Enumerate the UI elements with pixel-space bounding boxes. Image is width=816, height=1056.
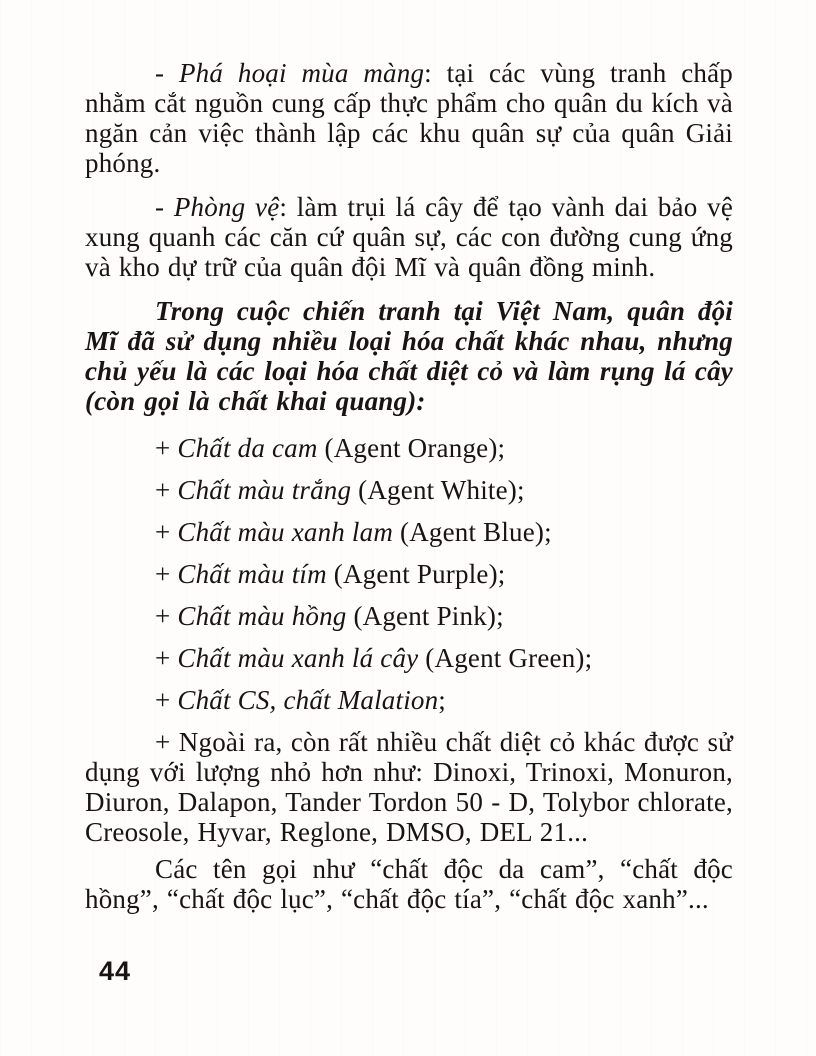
list-item-english-name: (Agent Pink);	[346, 601, 504, 631]
list-item-agent-pink	[85, 595, 733, 637]
paragraph-common-names: Các tên gọi như “chất độc da cam”, “chất độc hồng”, “chất độc lục”, “chất độc tía”, “chất độc xanh”...	[85, 854, 733, 914]
list-item-english-name: (Agent Blue);	[393, 517, 552, 547]
list-item-english-name: (Agent Purple);	[326, 559, 506, 589]
list-item-name: Chất da cam	[177, 433, 318, 463]
list-item-name: Chất màu xanh lá cây	[177, 643, 419, 673]
list-item-plus-marker: +	[155, 517, 178, 547]
paragraph-italic-lead: - Phá hoại mùa màng	[155, 58, 425, 88]
chemical-agents-list	[85, 427, 733, 721]
list-item-name: Chất màu tím	[177, 559, 327, 589]
paragraph-other-herbicides: + Ngoài ra, còn rất nhiều chất diệt cỏ khác được sử dụng với lượng nhỏ hơn như: Dinoxi, Trinoxi, Monuron, Diuron, Dalapon, Tander Tordon 50 - D, Tolybor chlorate, Creosole, Hyvar, Reglone, DMSO, DEL 21...	[85, 727, 733, 847]
list-item-plus-marker: +	[155, 559, 178, 589]
list-item-agent-orange	[85, 427, 733, 469]
list-item-agent-green	[85, 637, 733, 679]
page-content	[85, 58, 733, 914]
list-item-english-name: (Agent Green);	[418, 643, 593, 673]
list-item-name: Chất màu trắng	[177, 475, 352, 505]
list-item-plus-marker: +	[155, 475, 178, 505]
list-item-plus-marker: +	[155, 433, 178, 463]
list-item-name: Chất màu hồng	[177, 601, 347, 631]
list-item-punctuation: ;	[438, 685, 446, 715]
list-item-name: Chất CS, chất Malation	[177, 685, 439, 715]
list-item-english-name: (Agent White);	[351, 475, 525, 505]
list-item-plus-marker: +	[155, 643, 178, 673]
paragraph-body-text: : làm trụi lá cây để tạo vành dai bảo vệ xung quanh các căn cứ quân sự, các con đường cung ứng và kho dự trữ của quân đội Mĩ và quân đồng minh.	[85, 192, 734, 282]
list-item-agent-white	[85, 469, 733, 511]
paragraph-italic-lead: - Phòng vệ	[155, 192, 280, 222]
list-item-plus-marker: +	[155, 601, 178, 631]
list-item-agent-blue	[85, 511, 733, 553]
paragraph-body-text: : tại các vùng tranh chấp nhằm cắt nguồn cung cấp thực phẩm cho quân du kích và ngăn cản việc thành lập các khu quân sự của quân Giải phóng.	[85, 58, 733, 178]
list-item-agent-cs-malation	[85, 679, 733, 721]
paragraph-intro-chemicals: Trong cuộc chiến tranh tại Việt Nam, quân đội Mĩ đã sử dụng nhiều loại hóa chất khác nhau, nhưng chủ yếu là các loại hóa chất diệt cỏ và làm rụng lá cây (còn gọi là chất khai quang):	[85, 296, 733, 416]
list-item-name: Chất màu xanh lam	[177, 517, 394, 547]
list-item-agent-purple	[85, 553, 733, 595]
list-item-plus-marker: +	[155, 685, 178, 715]
page-number: 44	[99, 956, 132, 986]
paragraph-pha-hoai-mua-mang	[85, 58, 733, 178]
paragraph-phong-ve	[85, 192, 733, 282]
list-item-english-name: (Agent Orange);	[317, 433, 506, 463]
